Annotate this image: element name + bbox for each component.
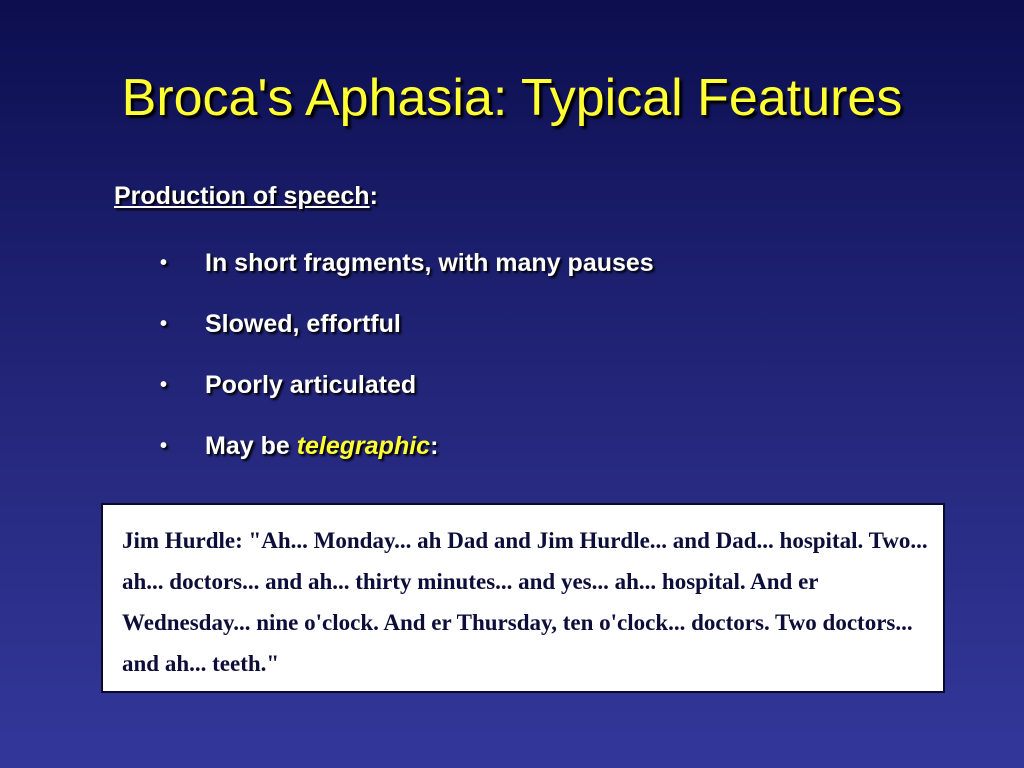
bullet-icon: • [160, 313, 168, 335]
bullet-text-telegraphic [205, 428, 438, 464]
section-heading [114, 178, 378, 214]
section-heading-label: Production of speech [114, 182, 370, 210]
bullet-icon: • [160, 374, 168, 396]
section-heading-colon: : [369, 182, 378, 210]
quote-text: Jim Hurdle: "Ah... Monday... ah Dad and Jim Hurdle... and Dad... hospital. Two... ah... doctors... and ah... thirty minutes... and yes... ah... hospital. And er Wednesday... nine o'clock. And er Thursday, ten o'clock... doctors. Two doctors... and ah... teeth." [122, 528, 928, 676]
bullet-icon: • [160, 252, 168, 274]
bullet-icon: • [160, 435, 168, 457]
slide-title: Broca's Aphasia: Typical Features [121, 69, 903, 127]
bullet-text: Slowed, effortful [205, 310, 401, 338]
bullet-suffix: : [430, 432, 439, 460]
bullet-text: Poorly articulated [205, 371, 417, 399]
quote-box [101, 503, 945, 693]
bullet-text: In short fragments, with many pauses [205, 249, 654, 277]
bullet-prefix: May be [205, 432, 297, 460]
emphasized-word: telegraphic [296, 432, 431, 460]
